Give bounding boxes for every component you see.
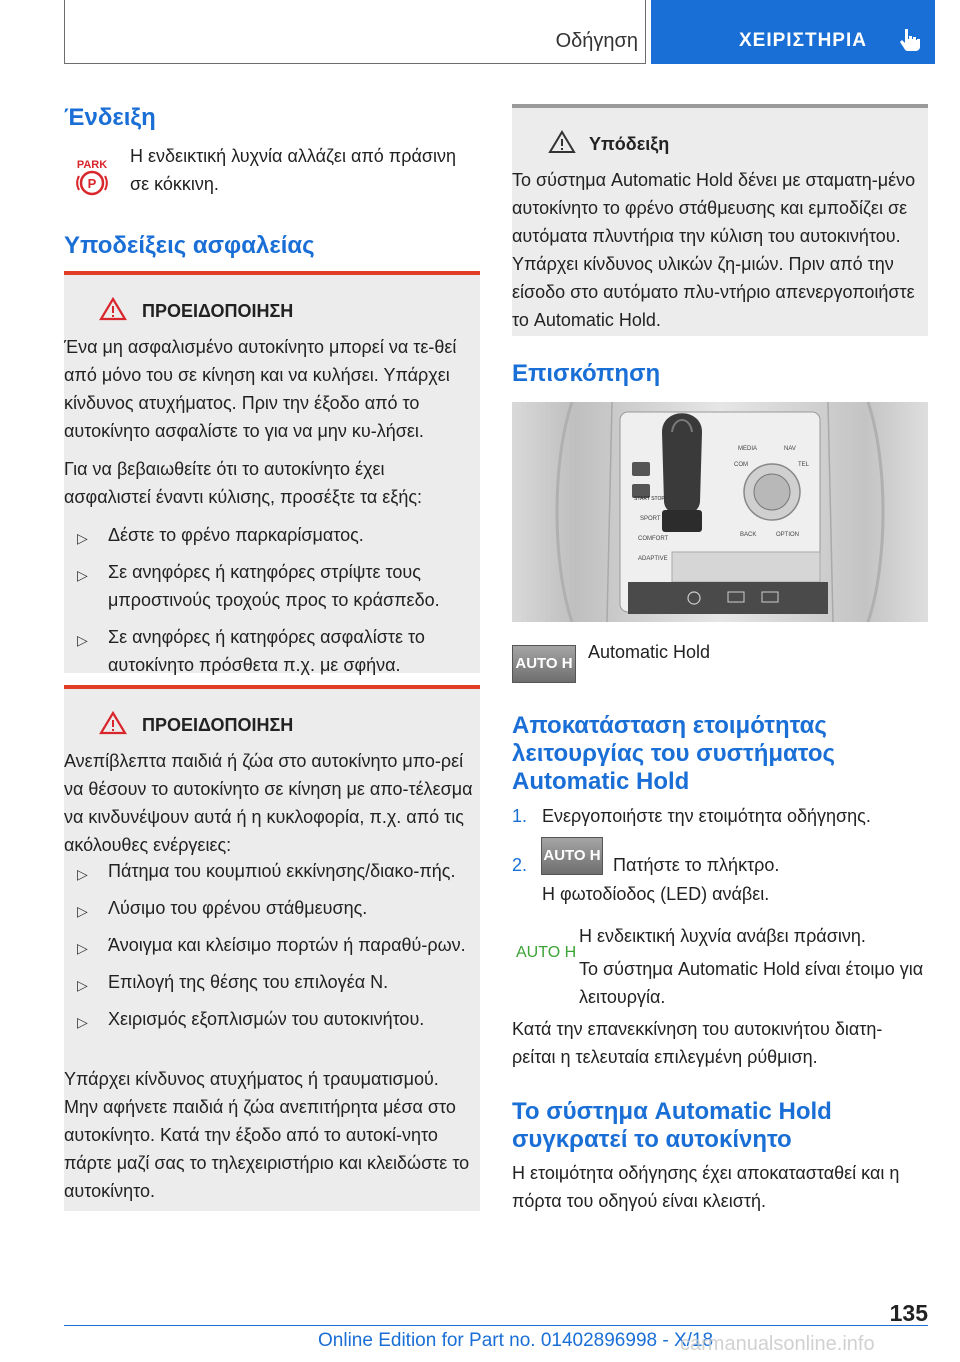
warning-box-1: [64, 271, 480, 673]
warning-1-paragraph-2: Για να βεβαιωθείτε ότι το αυτοκίνητο έχει ασφαλιστεί έναντι κύλισης, προσέξτε τα εξής:: [64, 459, 423, 507]
warning-2-paragraph-2: Υπάρχει κίνδυνος ατυχήματος ή τραυματισμού. Μην αφήνετε παιδιά ή ζώα ανεπιτήρητα μέσα στο αυτοκίνητο. Κατά την έξοδο από το αυτοκί-νητο πάρτε μαζί σας το τηλεχειριστήριο και κλειδώστε το αυτοκίνητο.: [64, 1069, 470, 1201]
hand-pointer-icon: [897, 26, 923, 52]
warning-title-2: ΠΡΟΕΙΔΟΠΟΙΗΣΗ: [142, 715, 294, 735]
console-label-media: MEDIA: [738, 446, 758, 452]
auto-h-button-icon: [512, 645, 576, 683]
warning-2-paragraph-1: Ανεπίβλεπτα παιδιά ή ζώα στο αυτοκίνητο μπο-ρεί να θέσουν το αυτοκίνητο σε κίνηση με απο-τέλεσμα να κινδυνέψουν αυτά ή η κυκλοφορία, π.χ. από τις ακόλουθες ενέργειες:: [64, 751, 473, 855]
overview-heading: Επισκόπηση: [512, 360, 661, 387]
tab-controls[interactable]: [651, 0, 935, 64]
console-label-adaptive: ADAPTIVE: [638, 556, 668, 562]
list-item: ▷ Δέστε το φρένο παρκαρίσματος.: [77, 525, 364, 546]
list-item: ▷ Επιλογή της θέσης του επιλογέα N.: [77, 972, 389, 993]
auto-hold-caption: Automatic Hold: [588, 642, 711, 662]
step-1-text: Ενεργοποιήστε την ετοιμότητα οδήγησης.: [542, 806, 871, 826]
auto-h-button-small-icon: AUTO H: [541, 837, 603, 875]
restore-heading: Αποκατάσταση ετοιμότητας λειτουργίας του συστήματος Automatic Hold: [512, 712, 835, 795]
warning-box-2: [64, 685, 480, 1211]
indicator-text: Η ενδεικτική λυχνία αλλάζει από πράσινη σε κόκκινη.: [130, 146, 456, 194]
page-number: 135: [889, 1300, 928, 1326]
step-2-number: 2.: [512, 855, 528, 875]
restart-text: Κατά την επανεκκίνηση του αυτοκινήτου διατη-ρείται η τελευταία επιλεγμένη ρύθμιση.: [512, 1019, 883, 1067]
step-2-text: Πατήστε το πλήκτρο.: [613, 855, 780, 875]
console-label-tel: TEL: [798, 462, 810, 468]
step-1-number: 1.: [512, 806, 528, 826]
locks-text: Η ετοιμότητα οδήγησης έχει αποκατασταθεί και η πόρτα του οδηγού είναι κλειστή.: [512, 1163, 900, 1211]
console-label-back: BACK: [740, 532, 757, 538]
list-item: ▷ Χειρισμός εξοπλισμών του αυτοκινήτου.: [77, 1009, 425, 1030]
warning-2-list: [64, 857, 474, 1042]
console-label-option: OPTION: [776, 532, 800, 538]
green-indicator-text: Η ενδεικτική λυχνία ανάβει πράσινη.: [579, 926, 866, 946]
note-box: [512, 104, 928, 336]
warning-1-list: [64, 521, 474, 688]
console-label-start-stop: START STOP: [634, 496, 665, 502]
auto-h-icon-text: AUTO H: [515, 655, 573, 672]
watermark: carmanualsonline.info: [680, 1333, 875, 1355]
edition-text: Online Edition for Part no. 01402896998 - X/18: [318, 1330, 714, 1351]
chapter-title: Οδήγηση: [555, 30, 638, 52]
warning-icon: [99, 297, 127, 326]
ready-text: Το σύστημα Automatic Hold είναι έτοιμο για λειτουργία.: [579, 959, 924, 1007]
console-label-comfort: COMFORT: [638, 536, 669, 542]
console-label-sport: SPORT: [640, 516, 661, 522]
auto-h-green-indicator-icon: AUTO H: [516, 944, 577, 961]
park-brake-icon: [72, 156, 112, 196]
indicator-heading: Ένδειξη: [64, 104, 156, 131]
list-item: ▷ Άνοιγμα και κλείσιμο πορτών ή παραθύ-ρων.: [77, 935, 466, 956]
list-item: ▷ Σε ανηφόρες ή κατηφόρες ασφαλίστε το αυτοκίνητο πρόσθετα π.χ. με σφήνα.: [77, 627, 425, 675]
console-label-nav: NAV: [784, 446, 796, 452]
warning-1-paragraph-1: Ένα μη ασφαλισμένο αυτοκίνητο μπορεί να τε-θεί από μόνο του σε κίνηση και να κυλήσει. Υπάρχει κίνδυνος ατυχήματος. Πριν την έξοδο από το αυτοκίνητο ασφαλίστε το για να μην κυ-λήσει.: [64, 337, 457, 441]
safety-heading: Υποδείξεις ασφαλείας: [64, 232, 315, 259]
list-item: ▷ Λύσιμο του φρένου στάθμευσης.: [77, 898, 368, 919]
list-item: ▷ Σε ανηφόρες ή κατηφόρες στρίψτε τους μπροστινούς τροχούς προς το κράσπεδο.: [77, 562, 440, 610]
led-text: Η φωτοδίοδος (LED) ανάβει.: [542, 884, 770, 904]
footer-rule: [64, 1325, 928, 1326]
warning-icon: [99, 711, 127, 740]
center-console-illustration: [512, 402, 928, 622]
note-title: Υπόδειξη: [589, 134, 670, 154]
svg-text:P: P: [87, 176, 97, 191]
warning-title-1: ΠΡΟΕΙΔΟΠΟΙΗΣΗ: [142, 301, 294, 321]
park-icon-text: PARK: [76, 159, 108, 171]
console-label-com: COM: [734, 462, 748, 468]
note-text: Το σύστημα Automatic Hold δένει με σταματη-μένο αυτοκίνητο το φρένο στάθμευσης και εμποδίζει σε αυτόματα πλυντήρια την κύλιση του αυτοκινήτου. Υπάρχει κίνδυνος υλικών ζη-μιών. Πριν από την είσοδο στο αυτόματο πλυ-ντήριο απενεργοποιήστε το Automatic Hold.: [512, 170, 916, 330]
locks-heading: Το σύστημα Automatic Hold συγκρατεί το αυτοκίνητο: [512, 1098, 832, 1153]
note-icon: [548, 130, 576, 159]
list-item: ▷ Πάτημα του κουμπιού εκκίνησης/διακο-πής.: [77, 861, 456, 882]
tab-controls-label: ΧΕΙΡΙΣΤΗΡΙΑ: [739, 30, 867, 51]
